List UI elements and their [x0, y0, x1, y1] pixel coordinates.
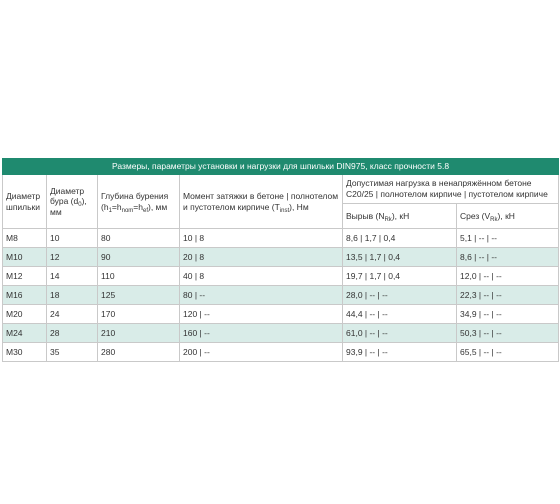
cell-size: M10 [3, 248, 47, 267]
cell-depth: 90 [98, 248, 180, 267]
spec-table-container [2, 158, 558, 362]
cell-pullout: 8,6 | 1,7 | 0,4 [343, 229, 457, 248]
cell-depth: 210 [98, 324, 180, 343]
cell-drill: 12 [47, 248, 98, 267]
cell-torque: 10 | 8 [180, 229, 343, 248]
cell-torque: 40 | 8 [180, 267, 343, 286]
table-row [3, 324, 559, 343]
cell-torque: 160 | -- [180, 324, 343, 343]
table-row [3, 267, 559, 286]
cell-shear: 12,0 | -- | -- [457, 267, 559, 286]
cell-drill: 24 [47, 305, 98, 324]
cell-drill: 14 [47, 267, 98, 286]
cell-depth: 170 [98, 305, 180, 324]
cell-shear: 65,5 | -- | -- [457, 343, 559, 362]
table-row [3, 343, 559, 362]
cell-shear: 50,3 | -- | -- [457, 324, 559, 343]
table-row [3, 248, 559, 267]
cell-pullout: 44,4 | -- | -- [343, 305, 457, 324]
header-shear: Срез $(V_{Rk})$, кН [457, 204, 559, 229]
table-row [3, 305, 559, 324]
cell-drill: 18 [47, 286, 98, 305]
cell-pullout: 28,0 | -- | -- [343, 286, 457, 305]
header-torque: Момент затяжки в бетоне | полнотелом и пустотелом кирпиче $(T_{inst})$, Нм [180, 175, 343, 229]
cell-torque: 80 | -- [180, 286, 343, 305]
cell-shear: 8,6 | -- | -- [457, 248, 559, 267]
table-title: Размеры, параметры установки и нагрузки для шпильки DIN975, класс прочности 5.8 [3, 159, 559, 175]
cell-size: M12 [3, 267, 47, 286]
cell-drill: 10 [47, 229, 98, 248]
cell-depth: 280 [98, 343, 180, 362]
cell-size: M30 [3, 343, 47, 362]
header-pullout: Вырыв $(N_{Rk})$, кН [343, 204, 457, 229]
cell-shear: 5,1 | -- | -- [457, 229, 559, 248]
cell-torque: 20 | 8 [180, 248, 343, 267]
cell-pullout: 13,5 | 1,7 | 0,4 [343, 248, 457, 267]
cell-pullout: 61,0 | -- | -- [343, 324, 457, 343]
cell-torque: 120 | -- [180, 305, 343, 324]
cell-size: M20 [3, 305, 47, 324]
spec-table [2, 158, 559, 362]
cell-depth: 125 [98, 286, 180, 305]
cell-drill: 28 [47, 324, 98, 343]
header-diameter: Диаметр шпильки [3, 175, 47, 229]
cell-depth: 80 [98, 229, 180, 248]
cell-size: M8 [3, 229, 47, 248]
cell-size: M16 [3, 286, 47, 305]
cell-pullout: 93,9 | -- | -- [343, 343, 457, 362]
cell-shear: 34,9 | -- | -- [457, 305, 559, 324]
cell-size: M24 [3, 324, 47, 343]
table-row [3, 229, 559, 248]
cell-drill: 35 [47, 343, 98, 362]
cell-pullout: 19,7 | 1,7 | 0,4 [343, 267, 457, 286]
cell-shear: 22,3 | -- | -- [457, 286, 559, 305]
header-allowed-load: Допустимая нагрузка в ненапряжённом бетоне C20/25 | полнотелом кирпиче | пустотелом кирпиче [343, 175, 559, 204]
table-row [3, 286, 559, 305]
cell-depth: 110 [98, 267, 180, 286]
header-drill-depth: Глубина бурения $(h_1=h_{nom}=h_{ef})$, мм [98, 175, 180, 229]
header-drill-diameter: Диаметр бура $(d_0)$, мм [47, 175, 98, 229]
cell-torque: 200 | -- [180, 343, 343, 362]
